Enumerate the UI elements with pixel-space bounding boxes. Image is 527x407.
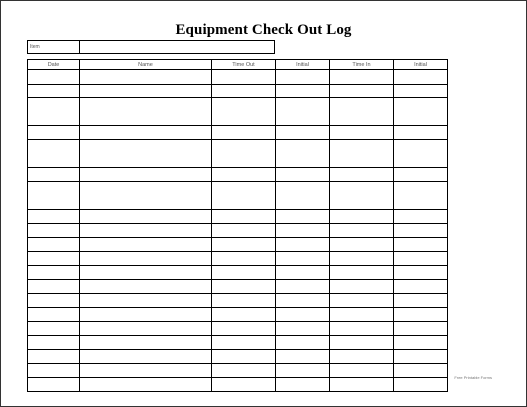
initial-out-cell[interactable]: [276, 252, 330, 266]
date-cell[interactable]: [28, 98, 80, 126]
log-row: [28, 210, 448, 224]
date-cell[interactable]: [28, 266, 80, 280]
name-cell[interactable]: [80, 140, 212, 168]
time-out-cell[interactable]: [212, 140, 276, 168]
date-cell[interactable]: [28, 336, 80, 350]
name-cell[interactable]: [80, 322, 212, 336]
time-out-cell[interactable]: [212, 322, 276, 336]
initial-in-cell[interactable]: [394, 70, 448, 85]
name-cell[interactable]: [80, 378, 212, 392]
time-in-cell[interactable]: [330, 266, 394, 280]
log-row: [28, 168, 448, 182]
initial-in-cell[interactable]: [394, 224, 448, 238]
date-cell[interactable]: [28, 378, 80, 392]
time-in-cell[interactable]: [330, 140, 394, 168]
initial-in-cell[interactable]: [394, 364, 448, 378]
date-cell[interactable]: [28, 280, 80, 294]
name-cell[interactable]: [80, 350, 212, 364]
initial-out-cell[interactable]: [276, 336, 330, 350]
name-cell[interactable]: [80, 308, 212, 322]
time-out-cell[interactable]: [212, 98, 276, 126]
initial-out-cell[interactable]: [276, 280, 330, 294]
initial-in-cell[interactable]: [394, 294, 448, 308]
date-cell[interactable]: [28, 364, 80, 378]
col-name-header: Name: [80, 60, 212, 70]
initial-out-cell[interactable]: [276, 238, 330, 252]
col-initial-in-header: Initial: [394, 60, 448, 70]
time-out-cell[interactable]: [212, 85, 276, 98]
date-cell[interactable]: [28, 350, 80, 364]
date-cell[interactable]: [28, 308, 80, 322]
log-row: [28, 182, 448, 210]
form-title: Equipment Check Out Log: [175, 22, 352, 38]
initial-out-cell[interactable]: [276, 126, 330, 140]
time-in-cell[interactable]: [330, 350, 394, 364]
initial-out-cell[interactable]: [276, 364, 330, 378]
item-value-box[interactable]: [80, 41, 274, 53]
date-cell[interactable]: [28, 238, 80, 252]
time-out-cell[interactable]: [212, 168, 276, 182]
log-body: [28, 70, 448, 392]
date-cell[interactable]: [28, 322, 80, 336]
time-out-cell[interactable]: [212, 266, 276, 280]
time-out-cell[interactable]: [212, 308, 276, 322]
time-in-cell[interactable]: [330, 224, 394, 238]
initial-out-cell[interactable]: [276, 140, 330, 168]
initial-in-cell[interactable]: [394, 308, 448, 322]
time-out-cell[interactable]: [212, 70, 276, 85]
name-cell[interactable]: [80, 294, 212, 308]
time-in-cell[interactable]: [330, 98, 394, 126]
header-row: [28, 60, 448, 70]
time-out-cell[interactable]: [212, 364, 276, 378]
time-out-cell[interactable]: [212, 294, 276, 308]
log-row: [28, 70, 448, 85]
time-in-cell[interactable]: [330, 280, 394, 294]
col-initial-out-header: Initial: [276, 60, 330, 70]
date-cell[interactable]: [28, 140, 80, 168]
time-out-cell[interactable]: [212, 350, 276, 364]
date-cell[interactable]: [28, 224, 80, 238]
name-cell[interactable]: [80, 98, 212, 126]
initial-out-cell[interactable]: [276, 85, 330, 98]
time-in-cell[interactable]: [330, 336, 394, 350]
time-in-cell[interactable]: [330, 308, 394, 322]
time-out-cell[interactable]: [212, 280, 276, 294]
name-cell[interactable]: [80, 266, 212, 280]
item-field: [27, 40, 275, 54]
time-in-cell[interactable]: [330, 238, 394, 252]
name-cell[interactable]: [80, 126, 212, 140]
log-row: [28, 378, 448, 392]
time-in-cell[interactable]: [330, 294, 394, 308]
name-cell[interactable]: [80, 252, 212, 266]
initial-in-cell[interactable]: [394, 140, 448, 168]
log-row: [28, 224, 448, 238]
initial-out-cell[interactable]: [276, 70, 330, 85]
initial-in-cell[interactable]: [394, 322, 448, 336]
date-cell[interactable]: [28, 252, 80, 266]
initial-in-cell[interactable]: [394, 126, 448, 140]
time-out-cell[interactable]: [212, 252, 276, 266]
time-in-cell[interactable]: [330, 378, 394, 392]
col-time-in-header: Time In: [330, 60, 394, 70]
log-row: [28, 294, 448, 308]
name-cell[interactable]: [80, 168, 212, 182]
time-out-cell[interactable]: [212, 126, 276, 140]
initial-out-cell[interactable]: [276, 98, 330, 126]
initial-out-cell[interactable]: [276, 182, 330, 210]
initial-in-cell[interactable]: [394, 252, 448, 266]
name-cell[interactable]: [80, 364, 212, 378]
initial-in-cell[interactable]: [394, 336, 448, 350]
log-row: [28, 280, 448, 294]
item-label: Item: [28, 41, 80, 53]
log-row: [28, 336, 448, 350]
time-out-cell[interactable]: [212, 182, 276, 210]
initial-out-cell[interactable]: [276, 378, 330, 392]
name-cell[interactable]: [80, 70, 212, 85]
date-cell[interactable]: [28, 70, 80, 85]
initial-in-cell[interactable]: [394, 378, 448, 392]
time-in-cell[interactable]: [330, 210, 394, 224]
log-row: [28, 308, 448, 322]
log-row: [28, 266, 448, 280]
name-cell[interactable]: [80, 210, 212, 224]
log-row: [28, 238, 448, 252]
time-in-cell[interactable]: [330, 70, 394, 85]
time-in-cell[interactable]: [330, 126, 394, 140]
initial-in-cell[interactable]: [394, 210, 448, 224]
name-cell[interactable]: [80, 182, 212, 210]
initial-in-cell[interactable]: [394, 168, 448, 182]
initial-out-cell[interactable]: [276, 210, 330, 224]
col-time-out-header: Time Out: [212, 60, 276, 70]
initial-out-cell[interactable]: [276, 294, 330, 308]
time-out-cell[interactable]: [212, 210, 276, 224]
initial-out-cell[interactable]: [276, 168, 330, 182]
date-cell[interactable]: [28, 182, 80, 210]
time-in-cell[interactable]: [330, 364, 394, 378]
initial-in-cell[interactable]: [394, 350, 448, 364]
initial-out-cell[interactable]: [276, 322, 330, 336]
initial-in-cell[interactable]: [394, 238, 448, 252]
checkout-log-table: [27, 59, 448, 392]
log-row: [28, 98, 448, 126]
time-out-cell[interactable]: [212, 378, 276, 392]
time-out-cell[interactable]: [212, 336, 276, 350]
initial-in-cell[interactable]: [394, 182, 448, 210]
initial-out-cell[interactable]: [276, 224, 330, 238]
date-cell[interactable]: [28, 126, 80, 140]
log-row: [28, 85, 448, 98]
time-out-cell[interactable]: [212, 224, 276, 238]
log-row: [28, 140, 448, 168]
time-in-cell[interactable]: [330, 322, 394, 336]
log-row: [28, 364, 448, 378]
name-cell[interactable]: [80, 280, 212, 294]
initial-out-cell[interactable]: [276, 308, 330, 322]
date-cell[interactable]: [28, 168, 80, 182]
initial-out-cell[interactable]: [276, 350, 330, 364]
initial-out-cell[interactable]: [276, 266, 330, 280]
log-row: [28, 322, 448, 336]
date-cell[interactable]: [28, 210, 80, 224]
initial-in-cell[interactable]: [394, 280, 448, 294]
time-in-cell[interactable]: [330, 85, 394, 98]
time-in-cell[interactable]: [330, 252, 394, 266]
time-in-cell[interactable]: [330, 182, 394, 210]
col-date-header: Date: [28, 60, 80, 70]
date-cell[interactable]: [28, 294, 80, 308]
initial-in-cell[interactable]: [394, 85, 448, 98]
log-row: [28, 126, 448, 140]
name-cell[interactable]: [80, 85, 212, 98]
name-cell[interactable]: [80, 238, 212, 252]
name-cell[interactable]: [80, 336, 212, 350]
time-in-cell[interactable]: [330, 168, 394, 182]
initial-in-cell[interactable]: [394, 98, 448, 126]
name-cell[interactable]: [80, 224, 212, 238]
initial-in-cell[interactable]: [394, 266, 448, 280]
log-row: [28, 350, 448, 364]
date-cell[interactable]: [28, 85, 80, 98]
log-row: [28, 252, 448, 266]
time-out-cell[interactable]: [212, 238, 276, 252]
footer-credit: Free Printable Forms: [454, 375, 492, 380]
